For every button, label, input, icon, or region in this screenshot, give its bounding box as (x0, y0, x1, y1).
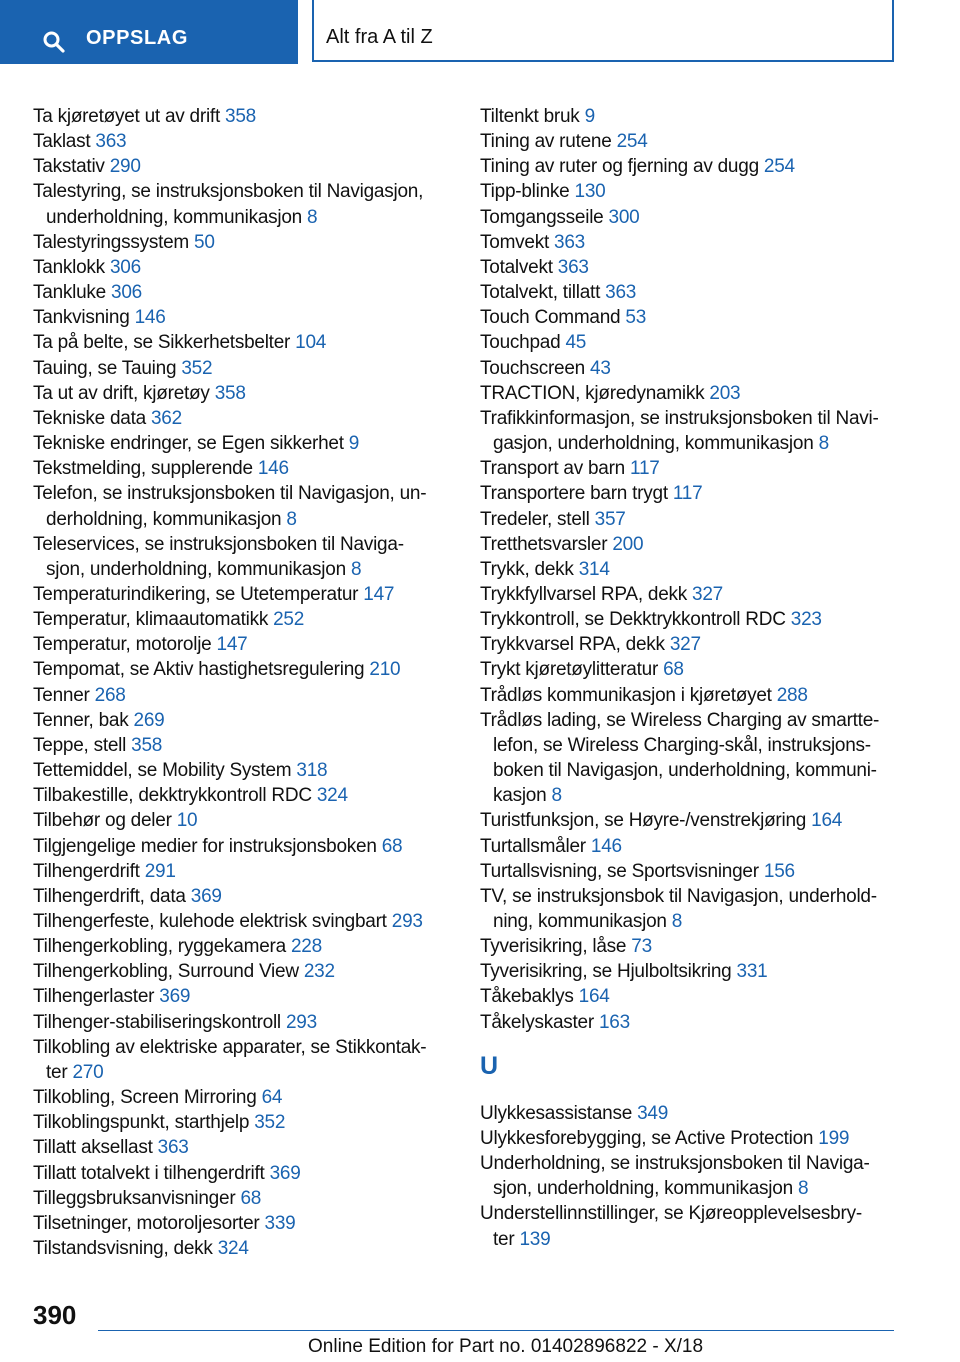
index-entry (33, 1085, 443, 1110)
index-entry-label: Tilbakestille, dekktrykkontroll RDC (33, 785, 312, 807)
page-reference-link[interactable]: 306 (109, 256, 141, 278)
index-entry-label: Ulykkesforebygging, se Active Protection (480, 1127, 814, 1149)
index-entry-label: Touchscreen (480, 357, 585, 379)
page-reference-link[interactable]: 45 (565, 332, 587, 354)
index-entry (33, 934, 443, 959)
index-entry-label: Tilhengerfeste, kulehode elektrisk svingbart (33, 911, 387, 932)
page-reference-link[interactable]: 50 (194, 231, 215, 253)
index-entry (33, 1186, 443, 1211)
index-entry (480, 104, 894, 129)
index-entry-label: Temperaturindikering, se Utetemperatur (33, 583, 359, 605)
index-entry (33, 607, 443, 632)
index-entry (480, 205, 894, 230)
index-entry (33, 532, 443, 582)
index-entry-label: Taklast (33, 131, 91, 153)
page-reference-link[interactable]: 290 (109, 156, 141, 178)
index-entry (33, 1010, 443, 1035)
page-reference-link[interactable]: 8 (307, 206, 318, 228)
index-entry-label: Trykkfyllvarsel RPA, dekk (480, 583, 688, 605)
index-entry-label: Tiltenkt bruk (480, 106, 580, 127)
index-entry-label: Talestyring, se instruksjonsboken til Navigasjon, underholdning, kommunikasjon (33, 181, 424, 228)
index-entry-label: Tyverisikring, låse (480, 936, 627, 958)
index-entry-label: Tåkelyskaster (480, 1011, 594, 1033)
page-title: Alt fra A til Z (326, 26, 433, 48)
page-reference-link[interactable]: 252 (273, 609, 305, 631)
index-entry (480, 456, 894, 481)
index-entry-label: TRACTION, kjøredynamikk (480, 382, 705, 404)
index-entry-label: Tåkebaklys (480, 986, 574, 1008)
page-reference-link[interactable]: 349 (637, 1102, 669, 1124)
page-reference-link[interactable]: 73 (631, 936, 652, 958)
index-entry-label: Ta på belte, se Sikkerhetsbelter (33, 332, 291, 354)
index-entry (480, 356, 894, 381)
page-reference-link[interactable]: 352 (254, 1112, 286, 1134)
index-entry-label: Tilhengerdrift, data (33, 885, 186, 907)
page-reference-link[interactable]: 200 (612, 533, 644, 555)
index-entry (33, 330, 443, 355)
footer-edition-text: Online Edition for Part no. 01402896822 - X/18 (308, 1336, 704, 1357)
index-column-right (480, 104, 894, 1252)
page-reference-link[interactable]: 68 (663, 659, 684, 681)
page-reference-link[interactable]: 228 (290, 936, 322, 958)
page-reference-link[interactable]: 331 (736, 961, 768, 983)
page-reference-link[interactable]: 270 (72, 1061, 104, 1083)
index-entry (33, 859, 443, 884)
index-entry (33, 783, 443, 808)
index-entry (480, 607, 894, 632)
page-reference-link[interactable]: 203 (709, 382, 741, 404)
index-entry-label: Tomvekt (480, 231, 549, 253)
index-entry-label: Tilhengerkobling, ryggekamera (33, 936, 286, 958)
index-entry (480, 582, 894, 607)
index-entry-label: Tilkobling av elektriske apparater, se Stikkontak- ter (33, 1036, 427, 1083)
page-reference-link[interactable]: 117 (630, 458, 660, 480)
index-entry (33, 356, 443, 381)
index-entry (480, 884, 894, 934)
index-entry-label: Trådløs kommunikasjon i kjøretøyet (480, 684, 772, 706)
section-tab[interactable] (312, 0, 894, 62)
index-entry-label: Tekstmelding, supplerende (33, 458, 253, 480)
index-entry-label: Tilbehør og deler (33, 810, 172, 832)
page-reference-link[interactable]: 8 (818, 433, 829, 455)
index-entry-label: Turtallsvisning, se Sportsvisninger (480, 860, 759, 882)
page-reference-link[interactable]: 147 (363, 583, 395, 605)
index-entry-label: Tettemiddel, se Mobility System (33, 760, 292, 782)
page-reference-link[interactable]: 43 (590, 357, 611, 379)
index-entry (480, 683, 894, 708)
index-entry (33, 959, 443, 984)
page-reference-link[interactable]: 369 (190, 885, 222, 907)
page-reference-link[interactable]: 362 (150, 407, 182, 429)
index-entry-label: Tipp-blinke (480, 181, 570, 203)
page-reference-link[interactable]: 164 (578, 986, 610, 1008)
page-reference-link[interactable]: 293 (285, 1011, 317, 1033)
page-reference-link[interactable]: 327 (669, 634, 701, 656)
page-reference-link[interactable]: 8 (551, 785, 562, 807)
page-reference-link[interactable]: 8 (797, 1178, 809, 1200)
index-entry (33, 758, 443, 783)
page-reference-link[interactable]: 327 (692, 583, 723, 605)
index-entry-label: Tyverisikring, se Hjulboltsikring (480, 961, 732, 983)
index-entry (480, 532, 894, 557)
index-entry (33, 129, 443, 154)
index-entry (33, 808, 443, 833)
index-entry (480, 859, 894, 884)
index-entry (33, 381, 443, 406)
index-entry-label: Tilhengerkobling, Surround View (33, 961, 299, 983)
index-entry-label: Underholdning, se instruksjonsboken til Naviga- sjon, underholdning, kommunikasjon (480, 1153, 870, 1200)
index-entry-label: Transport av barn (480, 458, 626, 480)
page-reference-link[interactable]: 64 (261, 1087, 283, 1109)
index-entry-label: Tilhengerlaster (33, 986, 155, 1008)
index-entry-label: Tilkobling, Screen Mirroring (33, 1087, 257, 1109)
index-entry-label: Takstativ (33, 156, 105, 178)
page-reference-link[interactable]: 369 (269, 1162, 301, 1184)
page-reference-link[interactable]: 293 (391, 911, 423, 932)
index-entry-label: Tilsetninger, motoroljesorter (33, 1212, 260, 1234)
index-entry-label: TV, se instruksjonsbok til Navigasjon, underhold- ning, kommunikasjon (480, 885, 877, 932)
index-entry (480, 1126, 894, 1151)
page-reference-link[interactable]: 300 (608, 206, 640, 228)
index-entry-label: Tanklokk (33, 256, 105, 278)
index-entry-label: Trykk, dekk (480, 558, 574, 580)
index-entry-label: Temperatur, klimaautomatikk (33, 609, 269, 631)
page-reference-link[interactable]: 363 (605, 282, 637, 304)
page-reference-link[interactable]: 363 (157, 1137, 189, 1159)
index-entry (33, 456, 443, 481)
page-reference-link[interactable]: 10 (176, 810, 198, 832)
index-entry (480, 934, 894, 959)
index-entry-label: Tomgangsseile (480, 206, 604, 228)
index-entry-label: Touch Command (480, 307, 621, 329)
page-reference-link[interactable]: 369 (159, 986, 191, 1008)
index-entry (33, 481, 443, 531)
index-entry-label: Tillatt aksellast (33, 1137, 153, 1159)
index-entry (33, 733, 443, 758)
index-entry-label: Talestyringssystem (33, 231, 189, 253)
page-reference-link[interactable]: 291 (144, 860, 176, 882)
index-entry (33, 1035, 443, 1085)
section-letter-u: U (480, 1051, 499, 1080)
page-reference-link[interactable]: 53 (625, 307, 647, 329)
page-reference-link[interactable]: 254 (763, 156, 795, 178)
index-entry-label: Totalvekt (480, 256, 553, 278)
index-entry (480, 1151, 894, 1201)
page-reference-link[interactable]: 164 (811, 810, 843, 832)
page-reference-link[interactable]: 318 (296, 760, 328, 782)
index-entry (480, 1101, 894, 1126)
index-entry (480, 330, 894, 355)
index-entry-label: Trykkvarsel RPA, dekk (480, 634, 665, 656)
page-reference-link[interactable]: 363 (557, 256, 589, 278)
index-entry-label: Tempomat, se Aktiv hastighetsregulering (33, 659, 365, 681)
index-entry (33, 154, 443, 179)
page-reference-link[interactable]: 363 (554, 231, 585, 253)
index-entry-label: Teleservices, se instruksjonsboken til Naviga- sjon, underholdning, kommunikasjon (33, 533, 404, 580)
page-reference-link[interactable]: 323 (790, 609, 822, 631)
index-entry (480, 179, 894, 204)
page-reference-link[interactable]: 210 (369, 659, 401, 681)
page-reference-link[interactable]: 268 (94, 684, 126, 706)
index-entry-label: Totalvekt, tillatt (480, 282, 601, 304)
index-entry (33, 582, 443, 607)
index-entry (33, 1135, 443, 1160)
index-entry (480, 280, 894, 305)
page-reference-link[interactable]: 146 (257, 458, 289, 480)
index-entry-label: Ulykkesassistanse (480, 1102, 633, 1124)
index-entry (480, 834, 894, 859)
page-reference-link[interactable]: 306 (111, 282, 142, 304)
page-reference-link[interactable]: 339 (264, 1212, 296, 1234)
page-reference-link[interactable]: 9 (348, 433, 360, 455)
index-entry-label: Turistfunksjon, se Høyre-/venstrekjøring (480, 810, 807, 832)
index-entry (480, 129, 894, 154)
page-reference-link[interactable]: 358 (214, 382, 246, 404)
index-entry (33, 104, 443, 129)
index-entry-label: Touchpad (480, 332, 561, 354)
index-entry-label: Ta kjøretøyet ut av drift (33, 106, 220, 127)
index-entry (33, 1236, 443, 1261)
page-reference-link[interactable]: 269 (133, 709, 165, 731)
index-entry (480, 507, 894, 532)
index-entry-label: Tankluke (33, 282, 106, 304)
index-entry-label: Tankvisning (33, 307, 130, 329)
page-reference-link[interactable]: 147 (216, 634, 248, 656)
page-reference-link[interactable]: 324 (316, 785, 348, 807)
index-entry (480, 230, 894, 255)
index-entry-label: Teppe, stell (33, 734, 127, 756)
page-reference-link[interactable]: 314 (578, 558, 610, 580)
index-entry-label: Tredeler, stell (480, 508, 590, 530)
page-reference-link[interactable]: 9 (584, 106, 595, 127)
page-reference-link[interactable]: 117 (672, 483, 703, 505)
index-entry (33, 1211, 443, 1236)
index-entry (33, 984, 443, 1009)
index-entry (33, 909, 443, 934)
index-entry-label: Transportere barn trygt (480, 483, 668, 505)
index-entry (480, 632, 894, 657)
page-reference-link[interactable]: 68 (240, 1187, 262, 1209)
page-reference-link[interactable]: 146 (590, 835, 622, 857)
index-entry-label: Trådløs lading, se Wireless Charging av smartte- lefon, se Wireless Charging-skål, instruksjons- boken til Navigasjon, underholdning, kommuni- kasjon (480, 709, 880, 807)
index-entry-label: Trykt kjøretøylitteratur (480, 659, 659, 681)
page-reference-link[interactable]: 363 (95, 131, 127, 153)
index-list-t (480, 104, 894, 1035)
index-entry-label: Trafikkinformasjon, se instruksjonsboken til Navi- gasjon, underholdning, kommunikasjon (480, 407, 879, 455)
page-reference-link[interactable]: 288 (776, 684, 808, 706)
page-reference-link[interactable]: 139 (519, 1228, 551, 1250)
index-entry (480, 406, 894, 456)
page-reference-link[interactable]: 146 (134, 307, 166, 329)
index-entry (480, 1010, 894, 1035)
index-entry (480, 984, 894, 1009)
page-reference-link[interactable]: 68 (381, 835, 403, 857)
index-entry (33, 657, 443, 682)
index-entry (480, 481, 894, 506)
page-reference-link[interactable]: 8 (350, 558, 362, 580)
index-entry (480, 1201, 894, 1251)
index-entry (33, 884, 443, 909)
index-entry (480, 808, 894, 833)
index-entry (33, 305, 443, 330)
page-reference-link[interactable]: 8 (671, 911, 683, 932)
index-entry-label: Tilleggsbruksanvisninger (33, 1187, 236, 1209)
page-reference-link[interactable]: 324 (217, 1238, 249, 1260)
page-reference-link[interactable]: 163 (598, 1011, 630, 1033)
index-entry-label: Temperatur, motorolje (33, 634, 212, 656)
index-entry (33, 406, 443, 431)
index-entry (33, 431, 443, 456)
index-entry (480, 959, 894, 984)
index-entry-label: Telefon, se instruksjonsboken til Navigasjon, un- derholdning, kommunikasjon (33, 483, 427, 530)
page-reference-link[interactable]: 358 (225, 106, 256, 127)
page-reference-link[interactable]: 254 (616, 131, 648, 153)
index-column-left (33, 104, 443, 1261)
index-entry (33, 179, 443, 229)
footer-divider (98, 1330, 894, 1331)
index-entry (480, 381, 894, 406)
index-entry-label: Tining av rutene (480, 131, 612, 153)
page-reference-link[interactable]: 8 (286, 508, 297, 530)
index-entry (480, 708, 894, 809)
index-entry-label: Tilgjengelige medier for instruksjonsboken (33, 835, 377, 857)
index-entry (33, 230, 443, 255)
index-entry (33, 255, 443, 280)
index-entry (480, 557, 894, 582)
page-reference-link[interactable]: 232 (303, 961, 335, 983)
search-icon (42, 30, 66, 54)
index-entry-label: Tining av ruter og fjerning av dugg (480, 156, 759, 178)
index-entry (480, 255, 894, 280)
search-tab-label: OPPSLAG (86, 27, 188, 49)
page-number: 390 (33, 1300, 77, 1330)
page-reference-link[interactable]: 199 (818, 1127, 850, 1149)
index-entry-label: Ta ut av drift, kjøretøy (33, 382, 210, 404)
index-entry-label: Tilhenger-stabiliseringskontroll (33, 1011, 281, 1033)
index-entry (480, 305, 894, 330)
index-entry-label: Tillatt totalvekt i tilhengerdrift (33, 1162, 265, 1184)
page-reference-link[interactable]: 130 (574, 181, 606, 203)
page-reference-link[interactable]: 352 (181, 357, 213, 379)
index-entry-label: Tilhengerdrift (33, 860, 140, 882)
page-reference-link[interactable]: 156 (763, 860, 795, 882)
page-reference-link[interactable]: 104 (295, 332, 327, 354)
index-entry-label: Tekniske data (33, 407, 146, 429)
index-entry (33, 1110, 443, 1135)
index-entry-label: Tenner, bak (33, 709, 129, 731)
index-entry (480, 657, 894, 682)
index-entry-label: Tekniske endringer, se Egen sikkerhet (33, 433, 344, 455)
search-tab[interactable] (0, 0, 298, 64)
index-entry (33, 834, 443, 859)
index-entry-label: Tenner (33, 684, 90, 706)
index-entry-label: Tretthetsvarsler (480, 533, 608, 555)
index-entry-label: Trykkontroll, se Dekktrykkontroll RDC (480, 609, 786, 631)
index-entry (33, 280, 443, 305)
index-entry-label: Understellinnstillinger, se Kjøreopplevelsesbry- ter (480, 1203, 862, 1250)
page-reference-link[interactable]: 358 (131, 734, 163, 756)
index-entry (33, 1161, 443, 1186)
index-list-u (480, 1101, 894, 1252)
index-entry-label: Tilkoblingspunkt, starthjelp (33, 1112, 250, 1134)
index-entry (480, 154, 894, 179)
index-entry (33, 708, 443, 733)
index-entry-label: Tilstandsvisning, dekk (33, 1238, 213, 1260)
index-entry-label: Tauing, se Tauing (33, 357, 177, 379)
index-entry-label: Turtallsmåler (480, 835, 586, 857)
page-reference-link[interactable]: 357 (594, 508, 626, 530)
index-entry (33, 632, 443, 657)
index-entry (33, 683, 443, 708)
